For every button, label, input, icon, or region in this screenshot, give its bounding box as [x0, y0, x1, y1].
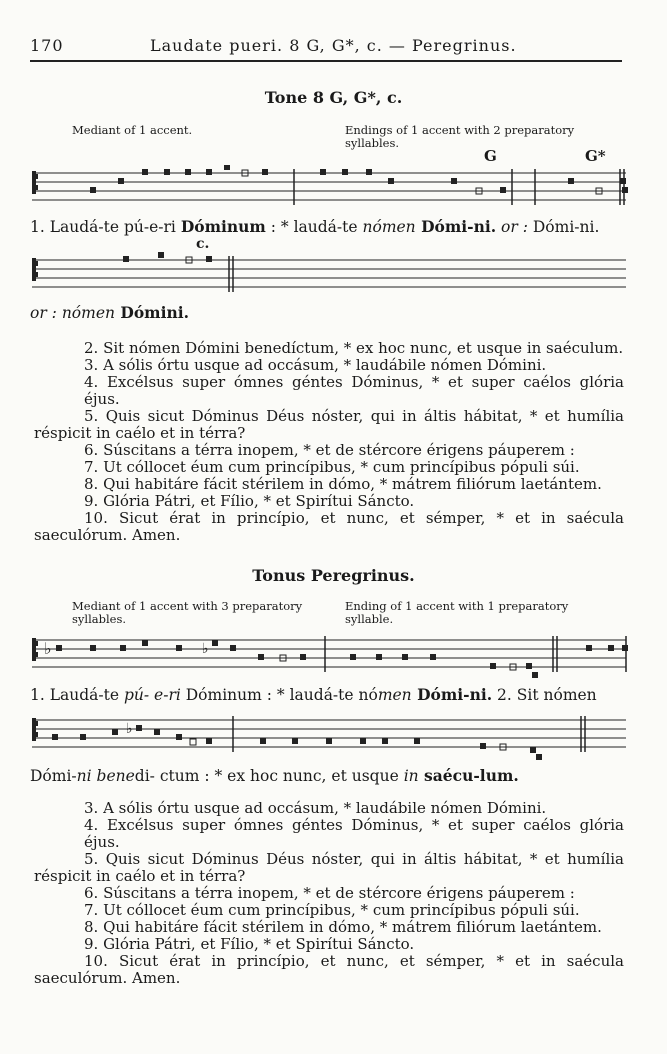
running-title: Laudate pueri. 8 G, G*, c. — Peregrinus.	[150, 36, 517, 55]
verse: 3. A sólis órtu usque ad occásum, * laudábile nómen Dómini.	[84, 356, 547, 374]
page-header	[30, 36, 622, 62]
peregrinus-lyric-line-1: 1. Laudá-te pú- e-ri Dóminum : * laudá-te nómen Dómi-ni. 2. Sit nómen	[30, 685, 597, 704]
peregrinus-mediant-note-line1: Mediant of 1 accent with 3 preparatory	[72, 599, 303, 613]
verse: 6. Súscitans a térra inopem, * et de stércore érigens páuperem :	[84, 884, 575, 902]
peregrinus-ending-note-line1: Ending of 1 accent with 1 preparatory	[345, 599, 569, 613]
tone8-endings-note-line2: syllables.	[345, 136, 400, 150]
tone8-title: Tone 8 G, G*, c.	[264, 88, 403, 107]
tone8-endings-note-line1: Endings of 1 accent with 2 preparatory	[345, 123, 575, 137]
tone8-staff-2	[30, 252, 628, 298]
verse: 3. A sólis órtu usque ad occásum, * laudábile nómen Dómini.	[84, 799, 547, 817]
verse: 8. Qui habitáre fácit stérilem in dómo, * mátrem filiórum laetántem.	[84, 918, 602, 936]
svg-text:♭: ♭	[126, 721, 133, 737]
svg-text:♭: ♭	[44, 639, 52, 658]
verse: 9. Glória Pátri, et Fílio, * et Spirítui Sáncto.	[84, 935, 415, 953]
peregrinus-staff-2	[30, 712, 628, 764]
ending-label-gstar: G*	[585, 147, 606, 165]
verse: 2. Sit nómen Dómini benedíctum, * ex hoc nunc, et usque in saéculum.	[84, 339, 624, 357]
verse: 5. Quis sicut Dóminus Déus nóster, qui in áltis hábitat, * et humília réspicit in caélo et in térra?	[34, 407, 624, 442]
verse: 8. Qui habitáre fácit stérilem in dómo, * mátrem filiórum laetántem.	[84, 475, 602, 493]
ending-label-g: G	[484, 147, 497, 165]
verse: 4. Excélsus super ómnes géntes Dóminus, * et super caélos glória éjus.	[84, 816, 624, 851]
page-number: 170	[30, 36, 64, 55]
tone8-verses	[34, 340, 624, 544]
tone8-mediant-note: Mediant of 1 accent.	[72, 123, 193, 137]
verse: 5. Quis sicut Dóminus Déus nóster, qui in áltis hábitat, * et humília réspicit in caélo et in térra?	[34, 850, 624, 885]
ending-label-c: c.	[196, 236, 210, 252]
verse: 10. Sicut érat in princípio, et nunc, et sémper, * et in saécula saeculórum. Amen.	[34, 509, 624, 544]
verse: 10. Sicut érat in princípio, et nunc, et sémper, * et in saécula saeculórum. Amen.	[34, 952, 624, 987]
peregrinus-lyric-line-2: Dómi-ni benedi- ctum : * ex hoc nunc, et usque in saécu-lum.	[30, 766, 519, 785]
tone8-lyric-line-1: 1. Laudá-te pú-e-ri Dóminum : * laudá-te nómen Dómi-ni. or : Dómi-ni.	[30, 217, 600, 236]
peregrinus-title: Tonus Peregrinus.	[252, 566, 415, 585]
verse: 7. Ut cóllocet éum cum princípibus, * cum princípibus pópuli súi.	[84, 901, 580, 919]
peregrinus-verses	[34, 800, 624, 987]
verse: 6. Súscitans a térra inopem, * et de stércore érigens páuperem :	[84, 441, 575, 459]
peregrinus-ending-note-line2: syllable.	[345, 612, 394, 626]
tone8-lyric-line-2: or : nómen Dómini.	[30, 303, 190, 322]
tone8-staff-1	[30, 165, 628, 215]
svg-text:♭: ♭	[202, 641, 209, 657]
peregrinus-mediant-note-line2: syllables.	[72, 612, 127, 626]
verse: 4. Excélsus super ómnes géntes Dóminus, * et super caélos glória éjus.	[84, 373, 624, 408]
verse: 7. Ut cóllocet éum cum princípibus, * cum princípibus pópuli súi.	[84, 458, 580, 476]
peregrinus-staff-1	[30, 632, 628, 682]
verse: 9. Glória Pátri, et Fílio, * et Spirítui Sáncto.	[84, 492, 415, 510]
